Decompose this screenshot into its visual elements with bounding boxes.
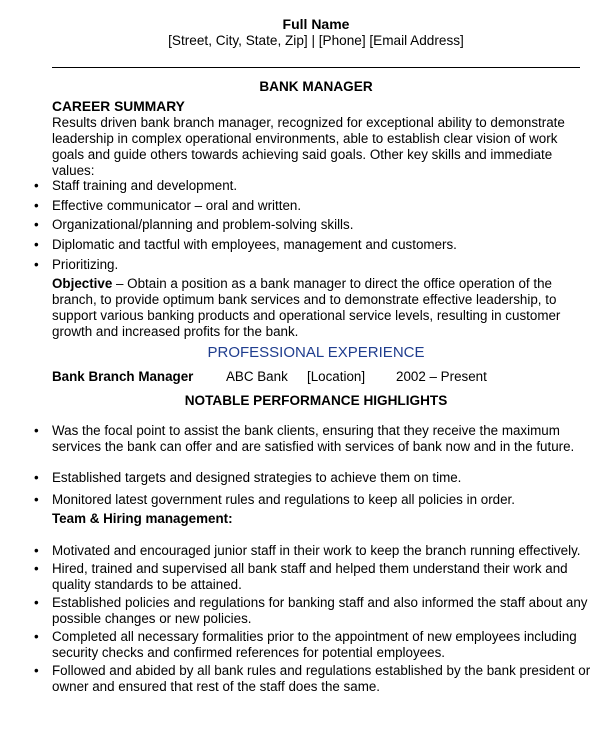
contact-line: [Street, City, State, Zip] | [Phone] [Email Address] [168,33,464,48]
highlights-heading: NOTABLE PERFORMANCE HIGHLIGHTS [184,393,448,408]
bullet-icon: • [34,561,39,576]
career-summary-text: Results driven bank branch manager, recognized for exceptional ability to demonstrate leadership in complex operational environments, able to establish clear vision of work goals and guide others towards achieving said goals. Other key skills and immediate values: [52,115,565,178]
bullet-icon: • [34,217,39,233]
list-item [34,663,594,695]
bullet-icon: • [34,629,39,644]
professional-experience-heading: PROFESSIONAL EXPERIENCE [207,344,425,361]
skills-list [34,178,594,276]
bullet-icon: • [34,178,39,193]
bullet-icon: • [34,492,39,507]
bullet-icon: • [34,543,39,558]
list-item [34,198,594,214]
list-item [34,561,594,593]
team-hiring-heading: Team & Hiring management: [52,511,233,526]
career-summary-heading: CAREER SUMMARY [52,99,185,114]
header-divider [52,67,580,68]
job-title: BANK MANAGER [259,79,373,94]
bullet-icon: • [34,595,39,610]
bullet-icon: • [34,470,39,485]
bullet-icon: • [34,197,39,213]
team-item-text: Motivated and encouraged junior staff in their work to keep the branch running effectively. [52,543,581,558]
list-item [34,423,594,455]
bullet-icon: • [34,423,39,438]
list-item [34,543,594,559]
list-item [34,595,594,627]
team-item-text: Completed all necessary formalities prior to the appointment of new employees including security checks and confirmed references for potential employees. [52,629,577,660]
skill-text: Organizational/planning and problem-solving skills. [52,217,354,233]
list-item [34,492,594,508]
list-item [34,629,594,661]
highlight-text: Established targets and designed strategies to achieve them on time. [52,470,462,485]
list-item [34,257,594,273]
team-item-text: Hired, trained and supervised all bank staff and helped them understand their work and quality standards to be attained. [52,561,568,592]
position-company: ABC Bank [226,369,288,384]
bullet-icon: • [34,663,39,678]
highlights-list-2 [34,470,594,514]
list-item [34,217,594,233]
objective-text: – Obtain a position as a bank manager to direct the office operation of the branch, to provide optimum bank services and to demonstrate effective leadership, to support various banking products and operational service levels, resulting in customer growth and increased profits for the bank. [52,276,561,339]
team-hiring-list [34,543,594,697]
full-name: Full Name [282,16,350,32]
bullet-icon: • [34,256,39,272]
highlights-list-1 [34,423,594,459]
skill-text: Prioritizing. [52,256,119,272]
list-item [34,237,594,253]
highlight-text: Was the focal point to assist the bank clients, ensuring that they receive the maximum services the bank can offer and are satisfied with services of bank now and in the future. [52,423,575,454]
skill-text: Diplomatic and tactful with employees, management and customers. [52,237,457,253]
highlight-text: Monitored latest government rules and regulations to keep all policies in order. [52,492,515,507]
bullet-icon: • [34,237,39,253]
objective-paragraph [52,276,592,340]
team-item-text: Followed and abided by all bank rules and regulations established by the bank president or owner and ensured that rest of the staff does the same. [52,663,591,694]
skill-text: Effective communicator – oral and written. [52,197,302,213]
list-item [34,178,594,194]
objective-label: Objective [52,276,113,291]
list-item [34,470,594,486]
position-location: [Location] [307,369,366,384]
position-title: Bank Branch Manager [52,369,194,384]
team-item-text: Established policies and regulations for banking staff and also informed the staff about any possible changes or new policies. [52,595,588,626]
position-dates: 2002 – Present [396,369,487,384]
skill-text: Staff training and development. [52,178,238,193]
